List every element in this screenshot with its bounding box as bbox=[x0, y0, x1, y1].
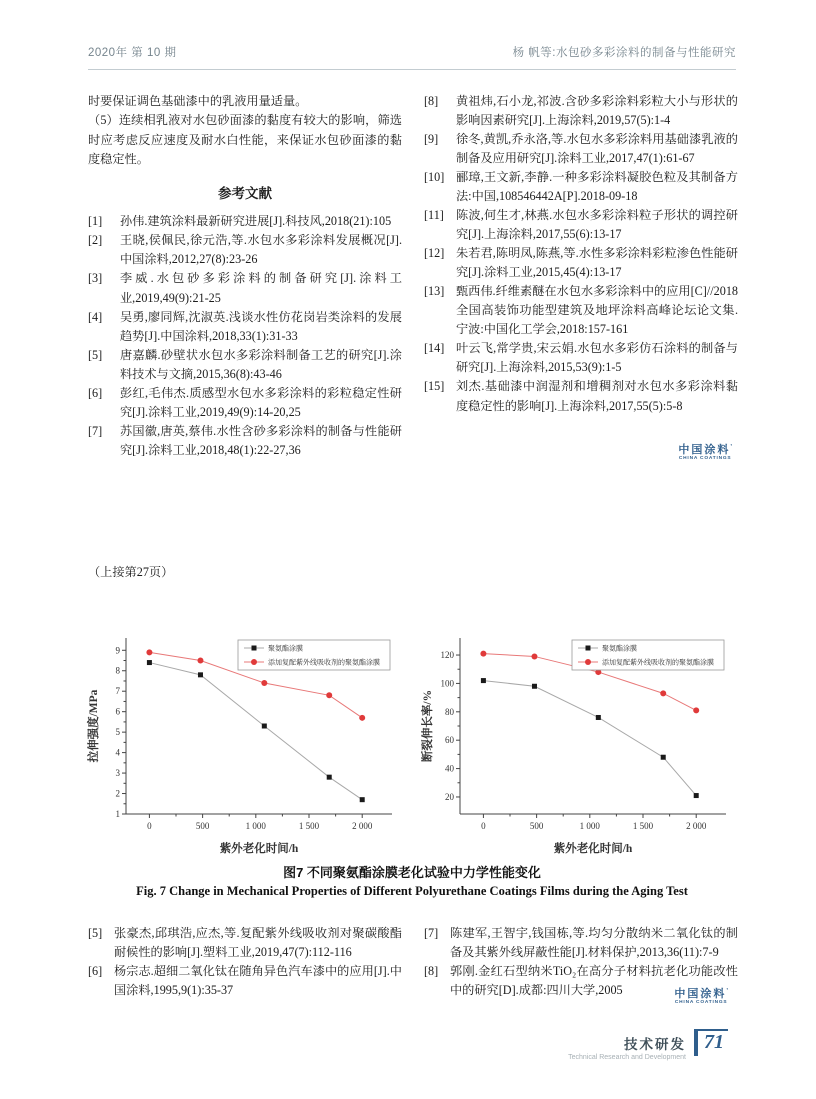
reference-text: 郦璋,王文新,李静.一种多彩涂料凝胶色粒及其制备方法:中国,108546442A[P].2018-09-18 bbox=[456, 170, 738, 204]
reference-item bbox=[88, 346, 402, 384]
reference-item bbox=[88, 212, 402, 231]
reference-number: [5] bbox=[88, 347, 103, 362]
bottom-references-section bbox=[88, 924, 738, 1000]
reference-number: [15] bbox=[424, 379, 445, 394]
right-column bbox=[424, 92, 738, 460]
svg-text:80: 80 bbox=[445, 706, 454, 717]
reference-number: [14] bbox=[424, 341, 445, 356]
reference-text: 黄祖炜,石小龙,祁波.含砂多彩涂料彩粒大小与形状的影响因素研究[J].上海涂料,2019,57(5):1-4 bbox=[456, 94, 738, 128]
reference-item bbox=[88, 422, 402, 460]
figure-caption-en: Fig. 7 Change in Mechanical Properties of Different Polyurethane Coatings Films during the Aging Test bbox=[136, 884, 688, 898]
reference-item bbox=[424, 339, 738, 377]
reference-text: 杨宗志.超细二氧化钛在随角异色汽车漆中的应用[J].中国涂料,1995,9(1):35-37 bbox=[114, 964, 402, 998]
reference-number: [7] bbox=[424, 926, 439, 940]
reference-number: [2] bbox=[88, 233, 103, 248]
svg-text:9: 9 bbox=[115, 645, 120, 656]
body-paragraph: 时要保证调色基础漆中的乳液用量适量。 bbox=[88, 94, 308, 108]
reference-number: [6] bbox=[88, 385, 103, 400]
footer-section-cn: 技术研发 bbox=[624, 1037, 686, 1052]
svg-text:40: 40 bbox=[445, 763, 454, 774]
logo-name-cn: 中国涂料 bbox=[674, 988, 727, 1000]
svg-text:7: 7 bbox=[115, 686, 120, 697]
reference-number: [10] bbox=[424, 170, 445, 185]
footer-section-en: Technical Research and Development bbox=[568, 1054, 686, 1061]
reference-number: [3] bbox=[88, 271, 103, 286]
svg-text:120: 120 bbox=[440, 650, 454, 661]
reference-item bbox=[88, 269, 402, 307]
china-coatings-logo bbox=[678, 444, 732, 462]
svg-text:6: 6 bbox=[115, 706, 120, 717]
svg-text:添加复配紫外线吸收剂的聚氨酯涂膜: 添加复配紫外线吸收剂的聚氨酯涂膜 bbox=[268, 658, 380, 667]
page-header bbox=[88, 44, 736, 70]
svg-text:5: 5 bbox=[115, 727, 120, 738]
reference-item bbox=[88, 924, 402, 962]
reference-item bbox=[424, 130, 738, 168]
reference-item bbox=[88, 962, 402, 1000]
reference-number: [12] bbox=[424, 246, 445, 261]
svg-text:1: 1 bbox=[115, 809, 120, 819]
reference-item bbox=[424, 206, 738, 244]
reference-text: 孙伟.建筑涂料最新研究进展[J].科技风,2018(21):105 bbox=[120, 214, 392, 229]
reference-number: [8] bbox=[424, 94, 439, 108]
logo-name-en: CHINA COATINGS bbox=[674, 1000, 728, 1006]
reference-number: [4] bbox=[88, 309, 103, 324]
reference-text: 张豪杰,邱琪浩,应杰,等.复配紫外线吸收剂对聚碳酸酯耐候性的影响[J].塑料工业,2019,47(7):112-116 bbox=[114, 926, 402, 960]
svg-text:2 000: 2 000 bbox=[352, 821, 373, 831]
svg-text:紫外老化时间/h: 紫外老化时间/h bbox=[553, 843, 633, 855]
svg-text:0: 0 bbox=[481, 821, 486, 831]
reference-list-bottom-left bbox=[88, 924, 402, 1000]
logo-trademark: ’ bbox=[730, 444, 732, 451]
svg-text:100: 100 bbox=[440, 678, 454, 689]
reference-text: 朱若君,陈明凤,陈燕,等.水性多彩涂料彩粒渗色性能研究[J].涂料工业,2015,45(4):13-17 bbox=[456, 246, 738, 280]
svg-text:60: 60 bbox=[445, 735, 454, 746]
reference-text: 叶云飞,常学贵,宋云娟.水包水多彩仿石涂料的制备与研究[J].上海涂料,2015,53(9):1-5 bbox=[456, 341, 738, 375]
reference-list-right bbox=[424, 92, 738, 416]
china-coatings-logo bbox=[674, 988, 728, 1006]
logo-name-en: CHINA COATINGS bbox=[678, 456, 732, 462]
figure-charts bbox=[86, 628, 738, 860]
reference-item bbox=[424, 168, 738, 206]
svg-text:聚氨酯涂膜: 聚氨酯涂膜 bbox=[602, 644, 637, 653]
svg-text:1 500: 1 500 bbox=[632, 821, 654, 831]
svg-text:添加复配紫外线吸收剂的聚氨酯涂膜: 添加复配紫外线吸收剂的聚氨酯涂膜 bbox=[602, 658, 714, 667]
svg-text:拉伸强度/MPa: 拉伸强度/MPa bbox=[88, 689, 100, 763]
reference-item bbox=[88, 231, 402, 269]
svg-text:0: 0 bbox=[147, 821, 152, 831]
reference-text: 李威.水包砂多彩涂料的制备研究[J].涂料工业,2019,49(9):21-25 bbox=[120, 271, 402, 305]
reference-text: 王晓,侯佩民,徐元浩,等.水包水多彩涂料发展概况[J].中国涂料,2012,27(8):23-26 bbox=[120, 233, 402, 267]
reference-item bbox=[424, 377, 738, 415]
continuation-note: （上接第27页） bbox=[88, 565, 174, 579]
reference-text: 吴勇,廖同辉,沈淑英.浅谈水性仿花岗岩类涂料的发展趋势[J].中国涂料,2018,33(1):31-33 bbox=[120, 309, 402, 343]
svg-text:2 000: 2 000 bbox=[686, 821, 707, 831]
reference-text: 刘杰.基础漆中润湿剂和增稠剂对水包水多彩涂料黏度稳定性的影响[J].上海涂料,2017,55(5):5-8 bbox=[456, 379, 738, 413]
bottom-left-column bbox=[88, 924, 402, 1000]
reference-number: [11] bbox=[424, 208, 444, 223]
references-section bbox=[88, 92, 738, 460]
logo-trademark: ’ bbox=[726, 988, 728, 995]
reference-item bbox=[88, 384, 402, 422]
reference-number: [1] bbox=[88, 214, 103, 229]
reference-text: 苏国徽,唐英,蔡伟.水性含砂多彩涂料的制备与性能研究[J].涂料工业,2018,48(1):22-27,36 bbox=[120, 423, 402, 457]
tensile-strength-chart bbox=[86, 628, 404, 860]
svg-text:8: 8 bbox=[115, 665, 120, 676]
header-running-title: 杨 帆等:水包砂多彩涂料的制备与性能研究 bbox=[512, 47, 736, 59]
reference-item bbox=[424, 282, 738, 339]
page-number: 71 bbox=[704, 1031, 724, 1053]
svg-text:20: 20 bbox=[445, 791, 454, 802]
figure-caption-cn: 图7 不同聚氨酯涂膜老化试验中力学性能变化 bbox=[283, 865, 541, 880]
figure-caption bbox=[88, 862, 736, 899]
reference-number: [7] bbox=[88, 423, 103, 438]
svg-text:2: 2 bbox=[115, 788, 120, 799]
svg-text:断裂伸长率/%: 断裂伸长率/% bbox=[422, 689, 434, 763]
svg-text:紫外老化时间/h: 紫外老化时间/h bbox=[219, 843, 299, 855]
references-heading: 参考文献 bbox=[218, 186, 272, 202]
reference-number: [13] bbox=[424, 284, 445, 299]
svg-text:4: 4 bbox=[115, 747, 120, 758]
reference-list-left bbox=[88, 212, 402, 459]
reference-text: 陈建军,王智宇,钱国栋,等.均匀分散纳米二氧化钛的制备及其紫外线屏蔽性能[J].材料保护,2013,36(11):7-9 bbox=[450, 926, 738, 960]
reference-number: [9] bbox=[424, 132, 439, 147]
logo-name-cn: 中国涂料 bbox=[678, 444, 731, 456]
reference-item bbox=[88, 308, 402, 346]
reference-number: [8] bbox=[424, 964, 439, 979]
reference-number: [5] bbox=[88, 926, 103, 940]
reference-text: 陈波,何生才,林燕.水包水多彩涂料粒子形状的调控研究[J].上海涂料,2017,55(6):13-17 bbox=[456, 208, 738, 242]
reference-item bbox=[424, 92, 738, 130]
reference-text: 彭红,毛伟杰.质感型水包水多彩涂料的彩粒稳定性研究[J].涂料工业,2019,49(9):14-20,25 bbox=[120, 385, 402, 419]
svg-text:500: 500 bbox=[195, 821, 210, 831]
svg-text:3: 3 bbox=[115, 768, 120, 779]
page-number-box bbox=[694, 1029, 728, 1056]
reference-text: 郭刚.金红石型纳米TiO₂在高分子材料抗老化功能改性中的研究[D].成都:四川大学,2005 bbox=[450, 964, 738, 998]
body-paragraph: （5）连续相乳液对水包砂面漆的黏度有较大的影响，筛选时应考虑反应速度及耐水白性能，来保证水包砂面漆的黏度稳定性。 bbox=[88, 113, 402, 166]
svg-text:聚氨酯涂膜: 聚氨酯涂膜 bbox=[268, 644, 303, 653]
reference-text: 甄西伟.纤维素醚在水包水多彩涂料中的应用[C]//2018全国高装饰功能型建筑及地坪涂料高峰论坛论文集.宁波:中国化工学会,2018:157-161 bbox=[456, 284, 739, 337]
svg-text:500: 500 bbox=[529, 821, 544, 831]
reference-text: 徐冬,黄凯,乔永洛,等.水包水多彩涂料用基础漆乳液的制备及应用研究[J].涂料工业,2017,47(1):61-67 bbox=[456, 132, 738, 166]
svg-text:1 500: 1 500 bbox=[298, 821, 320, 831]
header-issue: 2020年 第 10 期 bbox=[88, 47, 177, 59]
page-footer bbox=[568, 1029, 728, 1061]
svg-text:1 000: 1 000 bbox=[579, 821, 600, 831]
elongation-at-break-chart bbox=[420, 628, 738, 860]
left-column bbox=[88, 92, 402, 460]
reference-text: 唐嘉麟.砂壁状水包水多彩涂料制备工艺的研究[J].涂料技术与文摘,2015,36(8):43-46 bbox=[120, 347, 402, 381]
svg-text:1 000: 1 000 bbox=[245, 821, 266, 831]
reference-item bbox=[424, 924, 738, 962]
reference-number: [6] bbox=[88, 964, 103, 979]
reference-item bbox=[424, 244, 738, 282]
